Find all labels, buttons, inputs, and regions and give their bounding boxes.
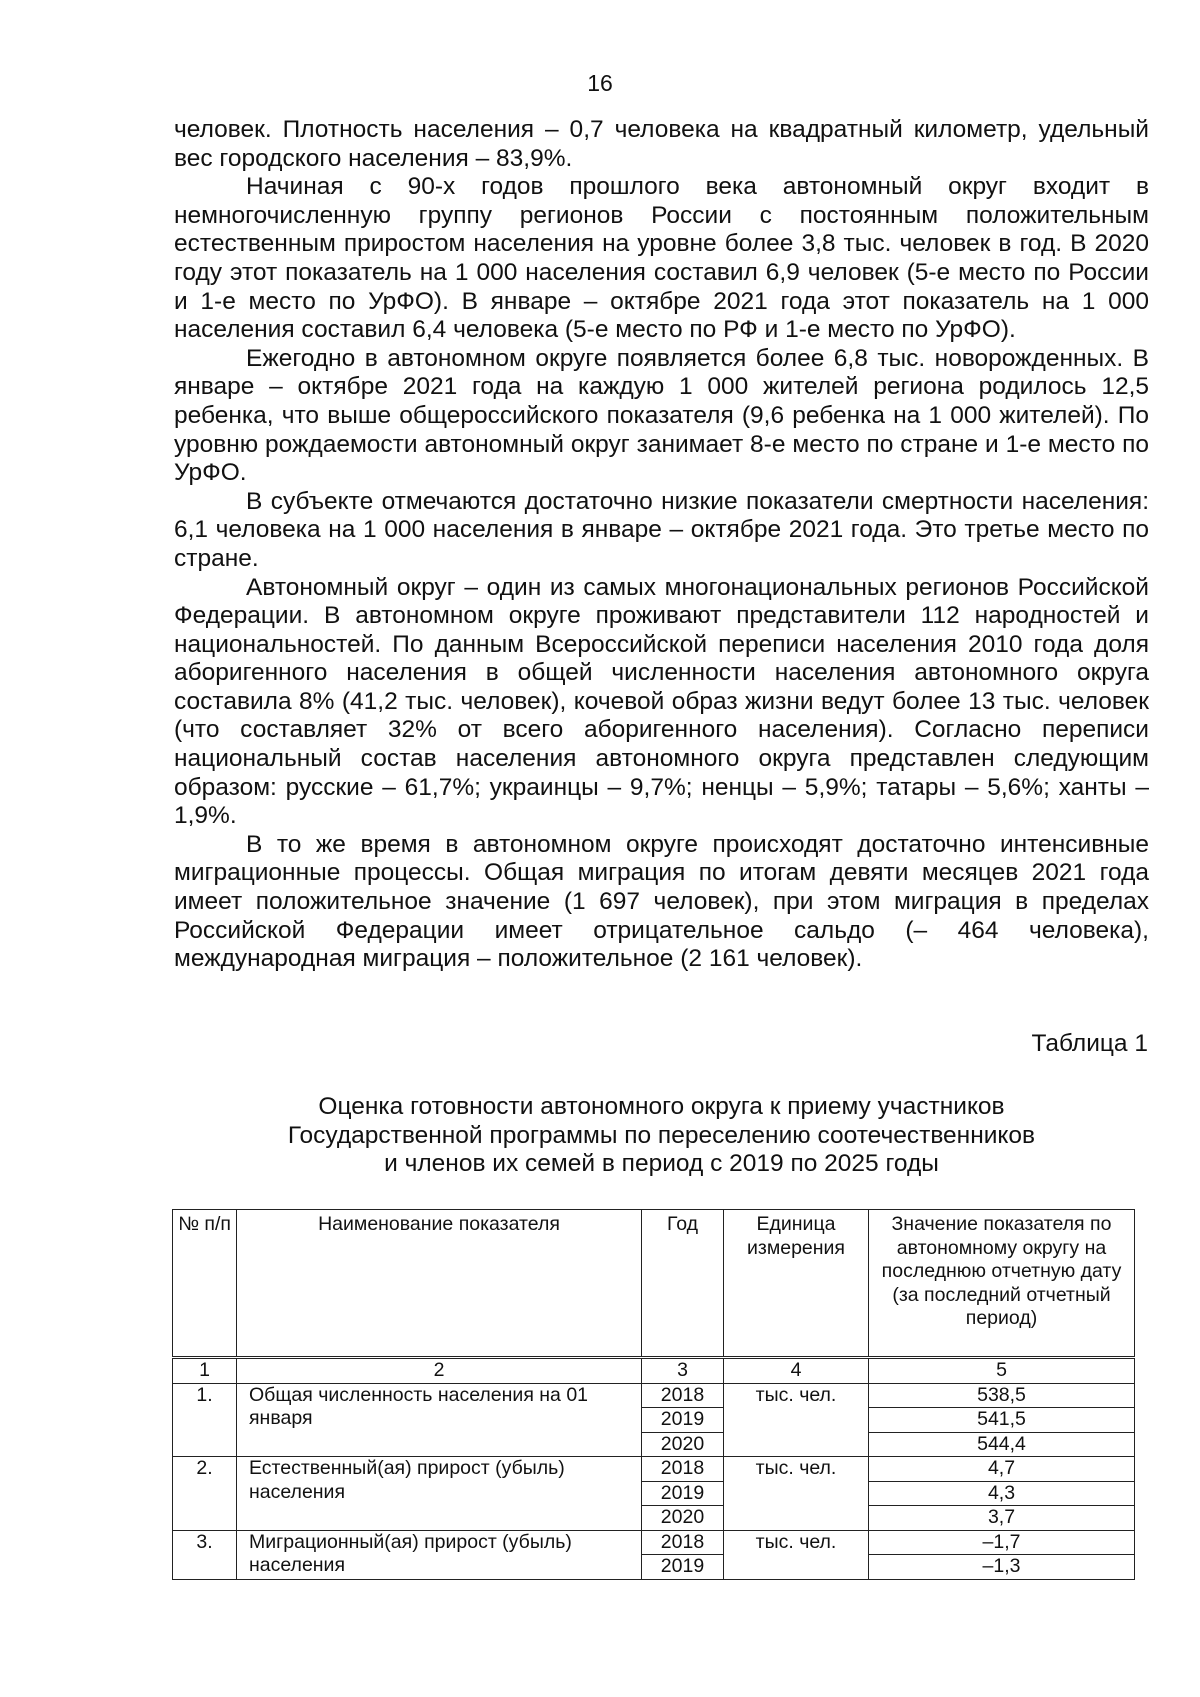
paragraph-6: В то же время в автономном округе происходят достаточно интенсивные миграционные процессы. Общая миграция по итогам девяти месяцев 2021 года имеет положительное значение (1 697 человек), при этом миграция в пределах Российской Федерации имеет отрицательное сальдо (– 464 человека), международная миграция – положительное (2 161 человек). <box>174 830 1149 973</box>
paragraph-5: Автономный округ – один из самых многонациональных регионов Российской Федерации. В автономном округе проживают представители 112 народностей и национальностей. По данным Всероссийской переписи населения 2010 года доля аборигенного населения в общей численности населения автономного округа составила 8% (41,2 тыс. человек), кочевой образ жизни ведут более 13 тыс. человек (что составляет 32% от всего аборигенного населения). Согласно переписи национальный состав населения автономного округа представлен следующим образом: русские – 61,7%; украинцы – 9,7%; ненцы – 5,9%; татары – 5,6%; ханты – 1,9%. <box>174 573 1149 830</box>
unit-cell: тыс. чел. <box>724 1530 869 1579</box>
table-title-line: и членов их семей в период с 2019 по 2025 годы <box>384 1150 939 1178</box>
header-cell: Единица измерения <box>724 1210 869 1358</box>
header-cell: № п/п <box>173 1210 237 1358</box>
row-number: 2. <box>173 1457 237 1531</box>
column-number-row <box>173 1358 1135 1384</box>
year-cell: 2020 <box>642 1506 724 1531</box>
page-number: 16 <box>587 70 613 96</box>
column-number: 2 <box>237 1358 642 1384</box>
value-cell: 4,3 <box>869 1481 1135 1506</box>
table-header-row <box>173 1210 1135 1358</box>
unit-cell: тыс. чел. <box>724 1383 869 1457</box>
indicator-name: Естественный(ая) прирост (убыль) населения <box>237 1457 642 1531</box>
indicator-name: Общая численность населения на 01 января <box>237 1383 642 1457</box>
value-cell: 541,5 <box>869 1408 1135 1433</box>
paragraph-1: человек. Плотность населения – 0,7 человека на квадратный километр, удельный вес городского населения – 83,9%. <box>174 116 1149 172</box>
table-row <box>173 1383 1135 1408</box>
header-cell: Год <box>642 1210 724 1358</box>
value-cell: –1,7 <box>869 1530 1135 1555</box>
paragraph-2: Начиная с 90-х годов прошлого века автономный округ входит в немногочисленную группу регионов России с постоянным положительным естественным приростом населения на уровне более 3,8 тыс. человек в год. В 2020 году этот показатель на 1 000 населения составил 6,9 человек (5-е место по России и 1-е место по УрФО). В январе – октябре 2021 года этот показатель на 1 000 населения составил 6,4 человека (5-е место по РФ и 1-е место по УрФО). <box>174 173 1149 344</box>
year-cell: 2019 <box>642 1481 724 1506</box>
header-cell: Наименование показателя <box>237 1210 642 1358</box>
table-label: Таблица 1 <box>1031 1030 1148 1057</box>
table-title <box>174 1093 1149 1179</box>
unit-cell: тыс. чел. <box>724 1457 869 1531</box>
table-title-line: Государственной программы по переселению соотечественников <box>287 1121 1036 1149</box>
value-cell: 538,5 <box>869 1383 1135 1408</box>
header-cell: Значение показателя по автономному округу на последнюю отчетную дату (за последний отчетный период) <box>869 1210 1135 1358</box>
column-number: 1 <box>173 1358 237 1384</box>
row-number: 1. <box>173 1383 237 1457</box>
column-number: 5 <box>869 1358 1135 1384</box>
year-cell: 2020 <box>642 1432 724 1457</box>
indicator-name: Миграционный(ая) прирост (убыль) населения <box>237 1530 642 1579</box>
row-number: 3. <box>173 1530 237 1579</box>
table-row <box>173 1530 1135 1555</box>
year-cell: 2018 <box>642 1530 724 1555</box>
indicators-table <box>172 1209 1135 1580</box>
value-cell: 3,7 <box>869 1506 1135 1531</box>
column-number: 4 <box>724 1358 869 1384</box>
value-cell: –1,3 <box>869 1555 1135 1580</box>
paragraph-4: В субъекте отмечаются достаточно низкие показатели смертности населения: 6,1 человека на 1 000 населения в январе – октябре 2021 года. Это третье место по стране. <box>174 487 1149 572</box>
year-cell: 2019 <box>642 1408 724 1433</box>
column-number: 3 <box>642 1358 724 1384</box>
year-cell: 2018 <box>642 1457 724 1482</box>
value-cell: 544,4 <box>869 1432 1135 1457</box>
year-cell: 2018 <box>642 1383 724 1408</box>
year-cell: 2019 <box>642 1555 724 1580</box>
body-text <box>174 116 1149 974</box>
table-title-line: Оценка готовности автономного округа к приему участников <box>318 1093 1005 1120</box>
table-row <box>173 1457 1135 1482</box>
value-cell: 4,7 <box>869 1457 1135 1482</box>
paragraph-3: Ежегодно в автономном округе появляется более 6,8 тыс. новорожденных. В январе – октябре 2021 года на каждую 1 000 жителей региона родилось 12,5 ребенка, что выше общероссийского показателя (9,6 ребенка на 1 000 жителей). По уровню рождаемости автономный округ занимает 8-е место по стране и 1-е место по УрФО. <box>174 344 1149 487</box>
